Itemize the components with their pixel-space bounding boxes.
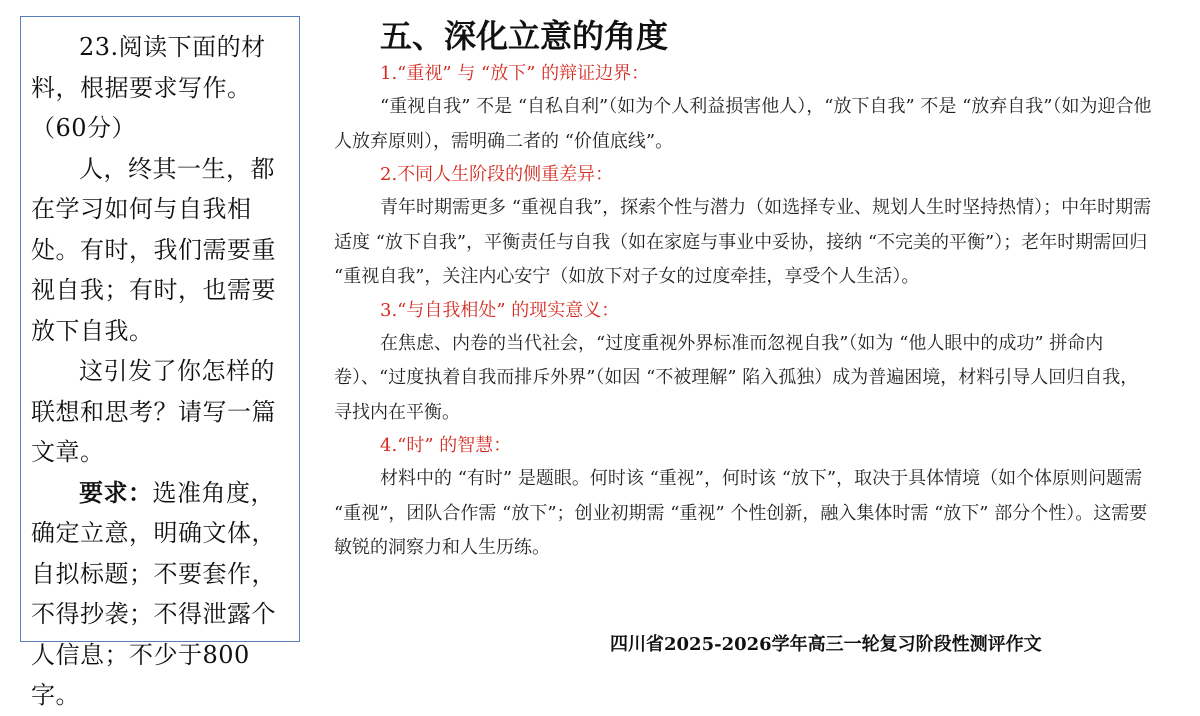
point-heading: 3.“与自我相处” 的现实意义： [380, 299, 620, 321]
writing-prompt-box [20, 16, 300, 709]
section-title: 五、深化立意的角度 [380, 17, 669, 55]
point-body: 在焦虑、内卷的当代社会，“过度重视外界标准而忽视自我”（如为 “他人眼中的成功” 拼命内卷）、“过度执着自我而排斥外界”（如因 “不被理解” 陷入孤独）成为普遍困境，材料引导人回归自我，寻找内在平衡。 [334, 332, 1139, 423]
point-body: 青年时期需更多 “重视自我”，探索个性与潜力（如选择专业、规划人生时坚持热情）；中年时期需适度 “放下自我”，平衡责任与自我（如在家庭与事业中妥协，接纳 “不完美的平衡”）；老年时期需回归 “重视自我”，关注内心安宁（如放下对子女的过度牵挂，享受个人生活）。 [334, 197, 1152, 287]
prompt-question: 这引发了你怎样的联想和思考？请写一篇文章。 [31, 357, 276, 466]
requirement-label: 要求： [79, 477, 153, 507]
prompt-requirements [31, 473, 291, 716]
requirement-text: 选准角度，确定立意，明确文体，自拟标题；不要套作，不得抄袭；不得泄露个人信息；不少于800字。 [31, 478, 276, 709]
analysis-section [334, 14, 1154, 566]
point-heading: 2.不同人生阶段的侧重差异： [380, 164, 614, 185]
point-body: 材料中的 “有时” 是题眼。何时该 “重视”，何时该 “放下”，取决于具体情境（如个体原则问题需 “重视”，团队合作需 “放下”；创业初期需 “重视” 个性创新，融入集体时需 “放下” 部分个性）。这需要敏锐的洞察力和人生历练。 [334, 468, 1148, 558]
footer-source: 四川省2025-2026学年高三一轮复习阶段性测评作文 [610, 634, 1042, 655]
point-heading: 1.“重视” 与 “放下” 的辩证边界： [380, 63, 650, 84]
prompt-material: 人，终其一生，都在学习如何与自我相处。有时，我们需要重视自我；有时，也需要放下自我。 [31, 154, 276, 345]
prompt-instruction: 23.阅读下面的材料，根据要求写作。（60分） [31, 33, 266, 142]
point-heading: 4.“时” 的智慧： [380, 435, 512, 456]
point-body: “重视自我” 不是 “自私自利”（如为个人利益损害他人），“放下自我” 不是 “放弃自我”（如为迎合他人放弃原则），需明确二者的 “价值底线”。 [334, 96, 1152, 152]
